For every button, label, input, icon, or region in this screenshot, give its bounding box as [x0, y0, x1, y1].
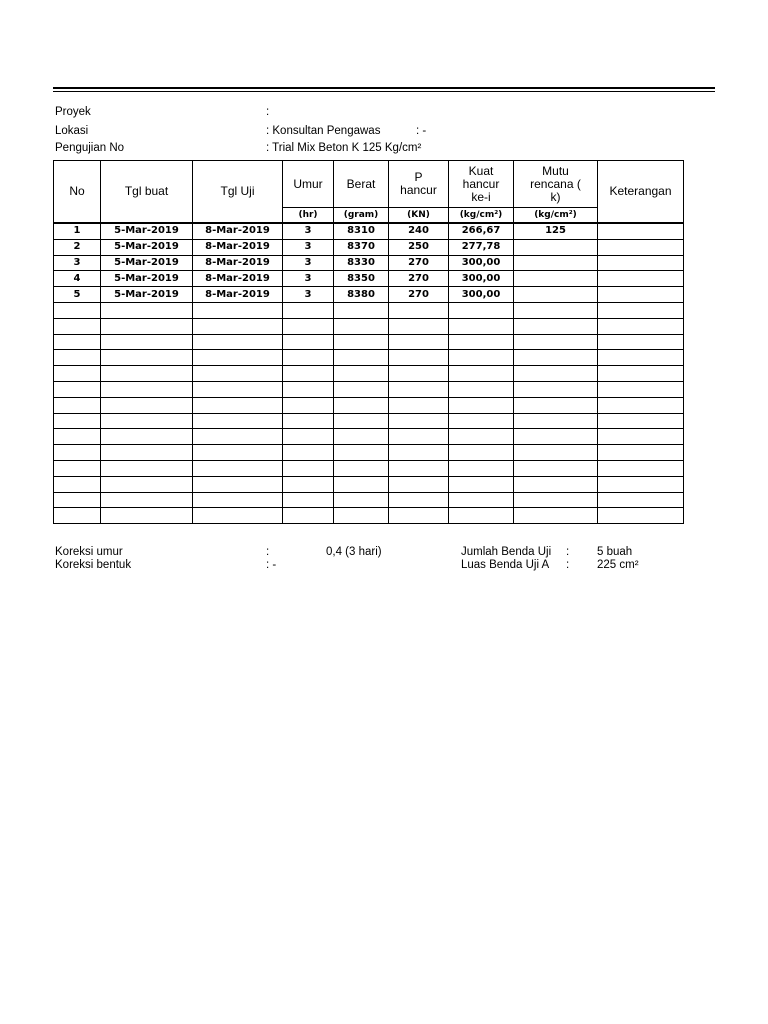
cell-berat: 8330: [334, 255, 389, 271]
cell-no: 1: [54, 223, 101, 239]
cell-umur: [283, 445, 334, 461]
cell-berat: [334, 476, 389, 492]
cell-tgl-uji: [193, 397, 283, 413]
cell-tgl-buat: [101, 492, 193, 508]
cell-kuat-hancur: [449, 413, 514, 429]
cell-umur: [283, 429, 334, 445]
header-rule-thin: [53, 91, 715, 92]
cell-mutu-rencana: [514, 429, 598, 445]
table-row: [54, 366, 684, 382]
cell-keterangan: [598, 287, 684, 303]
table-row: [54, 381, 684, 397]
jumlah-benda-uji-label: Jumlah Benda Uji: [461, 546, 552, 558]
cell-no: [54, 413, 101, 429]
cell-berat: [334, 460, 389, 476]
cell-umur: [283, 366, 334, 382]
table-row: [54, 476, 684, 492]
table-row: [54, 492, 684, 508]
cell-p-hancur: 240: [389, 223, 449, 239]
cell-tgl-uji: [193, 492, 283, 508]
cell-p-hancur: [389, 302, 449, 318]
cell-tgl-uji: [193, 350, 283, 366]
cell-no: [54, 334, 101, 350]
table-row: [54, 397, 684, 413]
cell-tgl-uji: 8-Mar-2019: [193, 255, 283, 271]
cell-p-hancur: [389, 413, 449, 429]
cell-tgl-buat: 5-Mar-2019: [101, 255, 193, 271]
col-header-umur: Umur: [283, 161, 334, 208]
cell-no: [54, 302, 101, 318]
table-row: [54, 334, 684, 350]
cell-umur: 3: [283, 271, 334, 287]
cell-no: [54, 366, 101, 382]
cell-kuat-hancur: 300,00: [449, 271, 514, 287]
cell-p-hancur: [389, 429, 449, 445]
cell-tgl-buat: 5-Mar-2019: [101, 239, 193, 255]
header-row: [54, 161, 684, 208]
cell-p-hancur: [389, 445, 449, 461]
cell-tgl-buat: [101, 508, 193, 524]
cell-keterangan: [598, 476, 684, 492]
cell-kuat-hancur: [449, 318, 514, 334]
cell-mutu-rencana: [514, 271, 598, 287]
cell-tgl-buat: [101, 445, 193, 461]
table-row: [54, 318, 684, 334]
cell-no: [54, 460, 101, 476]
cell-tgl-buat: [101, 429, 193, 445]
cell-kuat-hancur: [449, 492, 514, 508]
cell-kuat-hancur: [449, 460, 514, 476]
cell-mutu-rencana: [514, 381, 598, 397]
cell-tgl-buat: [101, 350, 193, 366]
cell-p-hancur: [389, 350, 449, 366]
cell-keterangan: [598, 397, 684, 413]
jumlah-benda-uji-value: 5 buah: [597, 546, 633, 558]
cell-kuat-hancur: [449, 350, 514, 366]
cell-kuat-hancur: 277,78: [449, 239, 514, 255]
cell-tgl-uji: 8-Mar-2019: [193, 223, 283, 239]
col-header-mutu-rencana: Mutu rencana ( k): [514, 161, 598, 208]
cell-keterangan: [598, 508, 684, 524]
lokasi-value: : Konsultan Pengawas: [266, 125, 381, 137]
unit-berat: (gram): [334, 208, 389, 224]
cell-keterangan: [598, 492, 684, 508]
col-header-tgl-uji: Tgl Uji: [193, 161, 283, 224]
table-row: [54, 239, 684, 255]
col-header-p-hancur: P hancur: [389, 161, 449, 208]
koreksi-umur-colon: :: [266, 546, 270, 558]
cell-p-hancur: [389, 334, 449, 350]
cell-umur: 3: [283, 223, 334, 239]
cell-p-hancur: [389, 318, 449, 334]
cell-tgl-buat: 5-Mar-2019: [101, 287, 193, 303]
cell-tgl-buat: [101, 366, 193, 382]
cell-p-hancur: [389, 381, 449, 397]
cell-umur: [283, 460, 334, 476]
cell-berat: [334, 302, 389, 318]
cell-tgl-uji: [193, 381, 283, 397]
cell-mutu-rencana: [514, 366, 598, 382]
cell-no: [54, 508, 101, 524]
cell-berat: [334, 350, 389, 366]
cell-no: 5: [54, 287, 101, 303]
cell-no: 2: [54, 239, 101, 255]
col-header-keterangan: Keterangan: [598, 161, 684, 224]
test-results-table: [53, 160, 684, 524]
col-header-tgl-buat: Tgl buat: [101, 161, 193, 224]
cell-mutu-rencana: [514, 492, 598, 508]
cell-kuat-hancur: [449, 381, 514, 397]
cell-tgl-uji: [193, 429, 283, 445]
cell-tgl-buat: 5-Mar-2019: [101, 271, 193, 287]
cell-umur: [283, 318, 334, 334]
cell-umur: [283, 302, 334, 318]
cell-no: [54, 445, 101, 461]
cell-tgl-uji: [193, 334, 283, 350]
cell-kuat-hancur: [449, 366, 514, 382]
cell-tgl-buat: [101, 334, 193, 350]
header-rule-thick: [53, 87, 715, 89]
unit-umur: (hr): [283, 208, 334, 224]
cell-kuat-hancur: [449, 445, 514, 461]
cell-p-hancur: 270: [389, 271, 449, 287]
unit-mutu-rencana: (kg/cm²): [514, 208, 598, 224]
cell-tgl-uji: 8-Mar-2019: [193, 287, 283, 303]
cell-kuat-hancur: [449, 302, 514, 318]
cell-berat: 8380: [334, 287, 389, 303]
cell-berat: 8370: [334, 239, 389, 255]
cell-umur: [283, 476, 334, 492]
cell-mutu-rencana: [514, 350, 598, 366]
cell-umur: [283, 334, 334, 350]
cell-kuat-hancur: 300,00: [449, 287, 514, 303]
cell-berat: 8310: [334, 223, 389, 239]
cell-mutu-rencana: [514, 239, 598, 255]
cell-p-hancur: [389, 508, 449, 524]
col-header-kuat-hancur: Kuat hancur ke-i: [449, 161, 514, 208]
cell-mutu-rencana: [514, 318, 598, 334]
luas-benda-uji-value: 225 cm²: [597, 559, 639, 571]
cell-mutu-rencana: [514, 255, 598, 271]
cell-keterangan: [598, 255, 684, 271]
cell-no: [54, 397, 101, 413]
table-row: [54, 429, 684, 445]
koreksi-bentuk-label: Koreksi bentuk: [55, 559, 132, 571]
cell-berat: [334, 366, 389, 382]
cell-tgl-uji: [193, 460, 283, 476]
cell-keterangan: [598, 366, 684, 382]
cell-keterangan: [598, 350, 684, 366]
table-row: [54, 255, 684, 271]
cell-tgl-buat: 5-Mar-2019: [101, 223, 193, 239]
cell-mutu-rencana: [514, 413, 598, 429]
cell-kuat-hancur: [449, 429, 514, 445]
cell-p-hancur: 250: [389, 239, 449, 255]
col-header-no: No: [54, 161, 101, 224]
table-row: [54, 223, 684, 239]
cell-berat: [334, 381, 389, 397]
cell-no: [54, 350, 101, 366]
cell-umur: [283, 413, 334, 429]
cell-tgl-buat: [101, 381, 193, 397]
table-row: [54, 302, 684, 318]
cell-keterangan: [598, 318, 684, 334]
cell-kuat-hancur: 300,00: [449, 255, 514, 271]
unit-kuat-hancur: (kg/cm²): [449, 208, 514, 224]
table-row: [54, 287, 684, 303]
table-row: [54, 445, 684, 461]
cell-p-hancur: [389, 476, 449, 492]
cell-tgl-uji: [193, 366, 283, 382]
cell-kuat-hancur: [449, 508, 514, 524]
cell-berat: 8350: [334, 271, 389, 287]
cell-tgl-uji: 8-Mar-2019: [193, 239, 283, 255]
cell-berat: [334, 334, 389, 350]
cell-mutu-rencana: [514, 445, 598, 461]
cell-tgl-uji: [193, 318, 283, 334]
cell-p-hancur: 270: [389, 287, 449, 303]
cell-mutu-rencana: [514, 287, 598, 303]
cell-no: 3: [54, 255, 101, 271]
cell-tgl-uji: [193, 413, 283, 429]
cell-mutu-rencana: [514, 460, 598, 476]
pengujian-label: Pengujian No: [55, 142, 125, 154]
cell-tgl-uji: [193, 445, 283, 461]
proyek-colon: :: [266, 106, 270, 118]
cell-tgl-uji: [193, 302, 283, 318]
cell-keterangan: [598, 223, 684, 239]
cell-no: [54, 429, 101, 445]
lokasi-label: Lokasi: [55, 125, 89, 137]
cell-umur: 3: [283, 255, 334, 271]
cell-no: [54, 476, 101, 492]
cell-p-hancur: [389, 366, 449, 382]
cell-keterangan: [598, 239, 684, 255]
cell-no: [54, 381, 101, 397]
cell-p-hancur: [389, 460, 449, 476]
table-row: [54, 460, 684, 476]
cell-keterangan: [598, 381, 684, 397]
cell-mutu-rencana: [514, 334, 598, 350]
cell-keterangan: [598, 429, 684, 445]
cell-berat: [334, 445, 389, 461]
table-row: [54, 350, 684, 366]
cell-kuat-hancur: 266,67: [449, 223, 514, 239]
cell-umur: 3: [283, 239, 334, 255]
luas-benda-uji-label: Luas Benda Uji A: [461, 559, 550, 571]
unit-p-hancur: (KN): [389, 208, 449, 224]
cell-keterangan: [598, 460, 684, 476]
jumlah-benda-uji-colon: :: [566, 546, 570, 558]
cell-keterangan: [598, 445, 684, 461]
cell-tgl-uji: [193, 508, 283, 524]
cell-kuat-hancur: [449, 397, 514, 413]
table-row: [54, 271, 684, 287]
cell-no: [54, 492, 101, 508]
cell-berat: [334, 413, 389, 429]
cell-berat: [334, 318, 389, 334]
cell-tgl-buat: [101, 460, 193, 476]
cell-berat: [334, 492, 389, 508]
cell-keterangan: [598, 334, 684, 350]
cell-tgl-buat: [101, 318, 193, 334]
koreksi-umur-value: 0,4 (3 hari): [326, 546, 382, 558]
cell-tgl-buat: [101, 476, 193, 492]
cell-berat: [334, 429, 389, 445]
luas-benda-uji-colon: :: [566, 559, 570, 571]
cell-keterangan: [598, 271, 684, 287]
table-row: [54, 413, 684, 429]
cell-tgl-uji: [193, 476, 283, 492]
cell-mutu-rencana: 125: [514, 223, 598, 239]
cell-mutu-rencana: [514, 508, 598, 524]
cell-p-hancur: 270: [389, 255, 449, 271]
cell-no: 4: [54, 271, 101, 287]
cell-mutu-rencana: [514, 397, 598, 413]
cell-umur: [283, 397, 334, 413]
cell-p-hancur: [389, 397, 449, 413]
cell-p-hancur: [389, 492, 449, 508]
cell-tgl-buat: [101, 397, 193, 413]
cell-umur: 3: [283, 287, 334, 303]
cell-kuat-hancur: [449, 476, 514, 492]
cell-keterangan: [598, 302, 684, 318]
cell-kuat-hancur: [449, 334, 514, 350]
cell-berat: [334, 508, 389, 524]
cell-tgl-buat: [101, 302, 193, 318]
table-row: [54, 508, 684, 524]
lokasi-extra: : -: [416, 125, 427, 137]
cell-berat: [334, 397, 389, 413]
cell-umur: [283, 492, 334, 508]
cell-no: [54, 318, 101, 334]
cell-keterangan: [598, 413, 684, 429]
cell-mutu-rencana: [514, 302, 598, 318]
koreksi-bentuk-value: : -: [266, 559, 277, 571]
pengujian-value: : Trial Mix Beton K 125 Kg/cm²: [266, 142, 422, 154]
cell-mutu-rencana: [514, 476, 598, 492]
table-body: [54, 223, 684, 524]
cell-tgl-uji: 8-Mar-2019: [193, 271, 283, 287]
koreksi-umur-label: Koreksi umur: [55, 546, 123, 558]
proyek-label: Proyek: [55, 106, 91, 118]
cell-umur: [283, 350, 334, 366]
col-header-berat: Berat: [334, 161, 389, 208]
cell-umur: [283, 381, 334, 397]
cell-umur: [283, 508, 334, 524]
cell-tgl-buat: [101, 413, 193, 429]
